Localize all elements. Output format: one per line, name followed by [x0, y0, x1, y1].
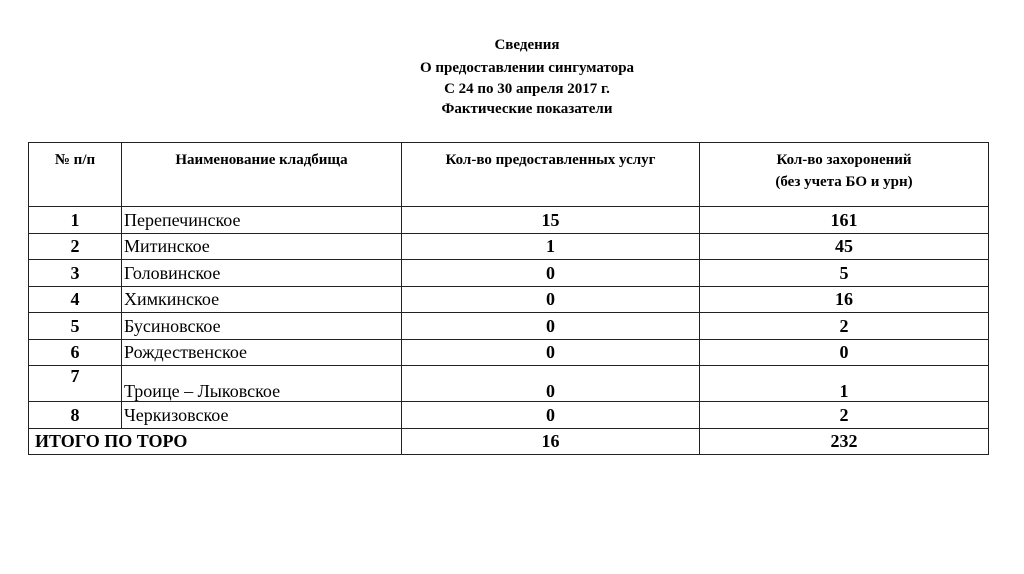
row-services: 0 [402, 339, 700, 366]
header-services: Кол-во предоставленных услуг [402, 143, 700, 207]
row-services: 0 [402, 286, 700, 313]
row-burials: 2 [700, 313, 989, 340]
row-burials: 16 [700, 286, 989, 313]
row-services: 0 [402, 402, 700, 429]
row-number: 6 [29, 339, 122, 366]
row-name: Бусиновское [122, 313, 402, 340]
row-services: 0 [402, 366, 700, 402]
row-number: 3 [29, 260, 122, 287]
total-row [29, 428, 989, 455]
header-burials-line2: (без учета БО и урн) [775, 174, 913, 190]
row-number: 7 [29, 366, 122, 402]
total-services: 16 [402, 428, 700, 455]
table-header-row [29, 143, 989, 207]
header-burials-line1: Кол-во захоронений [776, 152, 912, 168]
row-burials: 2 [700, 402, 989, 429]
table-row [29, 339, 989, 366]
row-services: 0 [402, 313, 700, 340]
row-burials: 1 [700, 366, 989, 402]
row-services: 15 [402, 207, 700, 234]
row-number: 5 [29, 313, 122, 340]
row-name: Черкизовское [122, 402, 402, 429]
row-services: 0 [402, 260, 700, 287]
table-row [29, 286, 989, 313]
row-burials: 45 [700, 233, 989, 260]
table-row [29, 207, 989, 234]
row-name: Рождественское [122, 339, 402, 366]
header-name: Наименование кладбища [122, 143, 402, 207]
row-burials: 5 [700, 260, 989, 287]
header-burials [700, 143, 989, 207]
row-number: 8 [29, 402, 122, 429]
header-number: № п/п [29, 143, 122, 207]
table-row [29, 260, 989, 287]
total-label: ИТОГО ПО ТОРО [29, 428, 402, 455]
row-services: 1 [402, 233, 700, 260]
row-burials: 161 [700, 207, 989, 234]
row-number: 4 [29, 286, 122, 313]
table-row [29, 233, 989, 260]
row-number: 1 [29, 207, 122, 234]
row-name: Перепечинское [122, 207, 402, 234]
cemetery-table [28, 142, 989, 455]
table-row [29, 313, 989, 340]
document-title [0, 34, 1024, 121]
row-name: Митинское [122, 233, 402, 260]
row-name: Химкинское [122, 286, 402, 313]
row-name: Головинское [122, 260, 402, 287]
row-number: 2 [29, 233, 122, 260]
table-row [29, 402, 989, 429]
total-burials: 232 [700, 428, 989, 455]
table-row [29, 366, 989, 402]
title-line: О предоставлении сингуматора [419, 60, 635, 76]
title-line: Фактические показатели [441, 101, 613, 117]
title-line: Сведения [494, 37, 560, 53]
title-line: С 24 по 30 апреля 2017 г. [444, 81, 610, 97]
row-burials: 0 [700, 339, 989, 366]
row-name: Троице – Лыковское [122, 366, 402, 402]
